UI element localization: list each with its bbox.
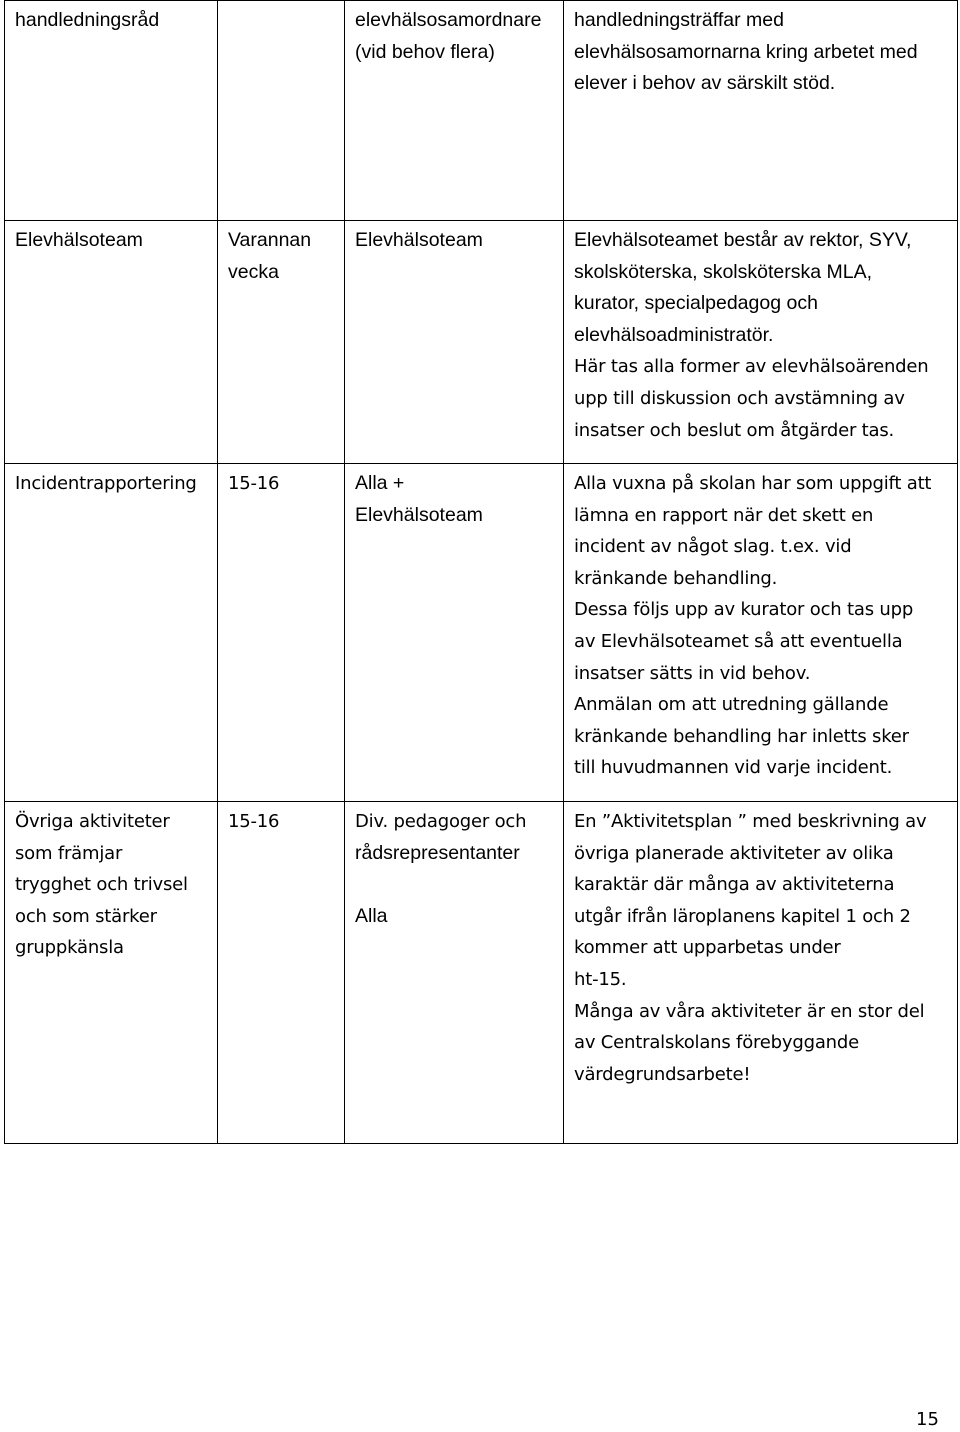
cell-frequency: [218, 221, 345, 464]
cell-text: Här tas alla former av elevhälsoärenden: [574, 356, 929, 378]
cell-text: Övriga aktiviteter: [15, 811, 170, 832]
cell-activity: [5, 1, 218, 221]
cell-text: Elevhälsoteam: [355, 503, 483, 526]
cell-text: lämna en rapport när det skett en: [574, 504, 874, 526]
cell-text: skolsköterska, skolsköterska MLA,: [574, 260, 873, 283]
cell-participants: [345, 1, 564, 221]
cell-participants: [345, 221, 564, 464]
cell-text: (vid behov flera): [355, 40, 495, 63]
cell-text: 15-16: [228, 473, 280, 494]
cell-text: av Centralskolans förebyggande: [574, 1032, 859, 1054]
cell-text: elevhälsoadministratör.: [574, 323, 774, 346]
cell-text: till huvudmannen vid varje incident.: [574, 757, 893, 779]
cell-text: Elevhälsoteamet består av rektor, SYV,: [574, 229, 912, 251]
table-row: [5, 464, 958, 802]
activity-table: [4, 0, 958, 1144]
table-row: [5, 221, 958, 464]
cell-text: kommer att upparbetas under: [574, 937, 841, 959]
cell-text: karaktär där många av aktiviteterna: [574, 874, 895, 896]
table-row: [5, 802, 958, 1144]
cell-description: [564, 1, 958, 221]
cell-text: elever i behov av särskilt stöd.: [574, 72, 836, 95]
cell-text: ht-15.: [574, 968, 627, 990]
cell-text: värdegrundsarbete!: [574, 1063, 751, 1085]
cell-activity: [5, 802, 218, 1144]
cell-text: trygghet och trivsel: [15, 874, 188, 896]
cell-activity: [5, 464, 218, 802]
cell-text: handledningsråd: [15, 9, 160, 31]
cell-description: [564, 802, 958, 1144]
cell-participants: [345, 802, 564, 1144]
cell-text: Div. pedagoger och: [355, 811, 527, 832]
cell-text: Anmälan om att utredning gällande: [574, 694, 889, 716]
cell-text: vecka: [228, 260, 279, 283]
cell-text: utgår ifrån läroplanens kapitel 1 och 2: [574, 905, 911, 927]
cell-text: Dessa följs upp av kurator och tas upp: [574, 599, 914, 621]
cell-text: elevhälsosamornarna kring arbetet med: [574, 40, 918, 63]
cell-text: Många av våra aktiviteter är en stor del: [574, 1000, 925, 1022]
cell-frequency: [218, 1, 345, 221]
cell-participants: [345, 464, 564, 802]
cell-frequency: [218, 802, 345, 1144]
cell-text: Elevhälsoteam: [355, 229, 483, 251]
cell-text: övriga planerade aktiviteter av olika: [574, 842, 894, 864]
cell-text: som främjar: [15, 842, 123, 864]
cell-text: av Elevhälsoteamet så att eventuella: [574, 630, 903, 652]
cell-text: Alla vuxna på skolan har som uppgift att: [574, 473, 932, 494]
cell-text: 15-16: [228, 811, 280, 832]
cell-text: gruppkänsla: [15, 937, 124, 959]
cell-text: handledningsträffar med: [574, 9, 784, 31]
table-row: [5, 1, 958, 221]
cell-text: En ”Aktivitetsplan ” med beskrivning av: [574, 811, 927, 832]
cell-description: [564, 221, 958, 464]
cell-text: elevhälsosamordnare: [355, 9, 542, 31]
cell-text: rådsrepresentanter: [355, 841, 520, 864]
cell-text: Incidentrapportering: [15, 473, 197, 494]
cell-text: upp till diskussion och avstämning av: [574, 387, 905, 409]
cell-text: insatser och beslut om åtgärder tas.: [574, 419, 895, 441]
cell-activity: [5, 221, 218, 464]
cell-text: incident av något slag. t.ex. vid: [574, 536, 852, 558]
cell-text: och som stärker: [15, 905, 157, 927]
cell-frequency: [218, 464, 345, 802]
cell-text: Alla: [355, 904, 388, 927]
cell-text: insatser sätts in vid behov.: [574, 662, 811, 684]
page-number: 15: [916, 1409, 939, 1430]
cell-text: Elevhälsoteam: [15, 229, 143, 251]
spacer: [355, 869, 553, 901]
cell-text: kränkande behandling har inletts sker: [574, 725, 909, 747]
cell-text: Alla +: [355, 472, 405, 494]
cell-text: kränkande behandling.: [574, 567, 778, 589]
cell-text: Varannan: [228, 229, 312, 251]
cell-text: kurator, specialpedagog och: [574, 292, 818, 315]
cell-description: [564, 464, 958, 802]
